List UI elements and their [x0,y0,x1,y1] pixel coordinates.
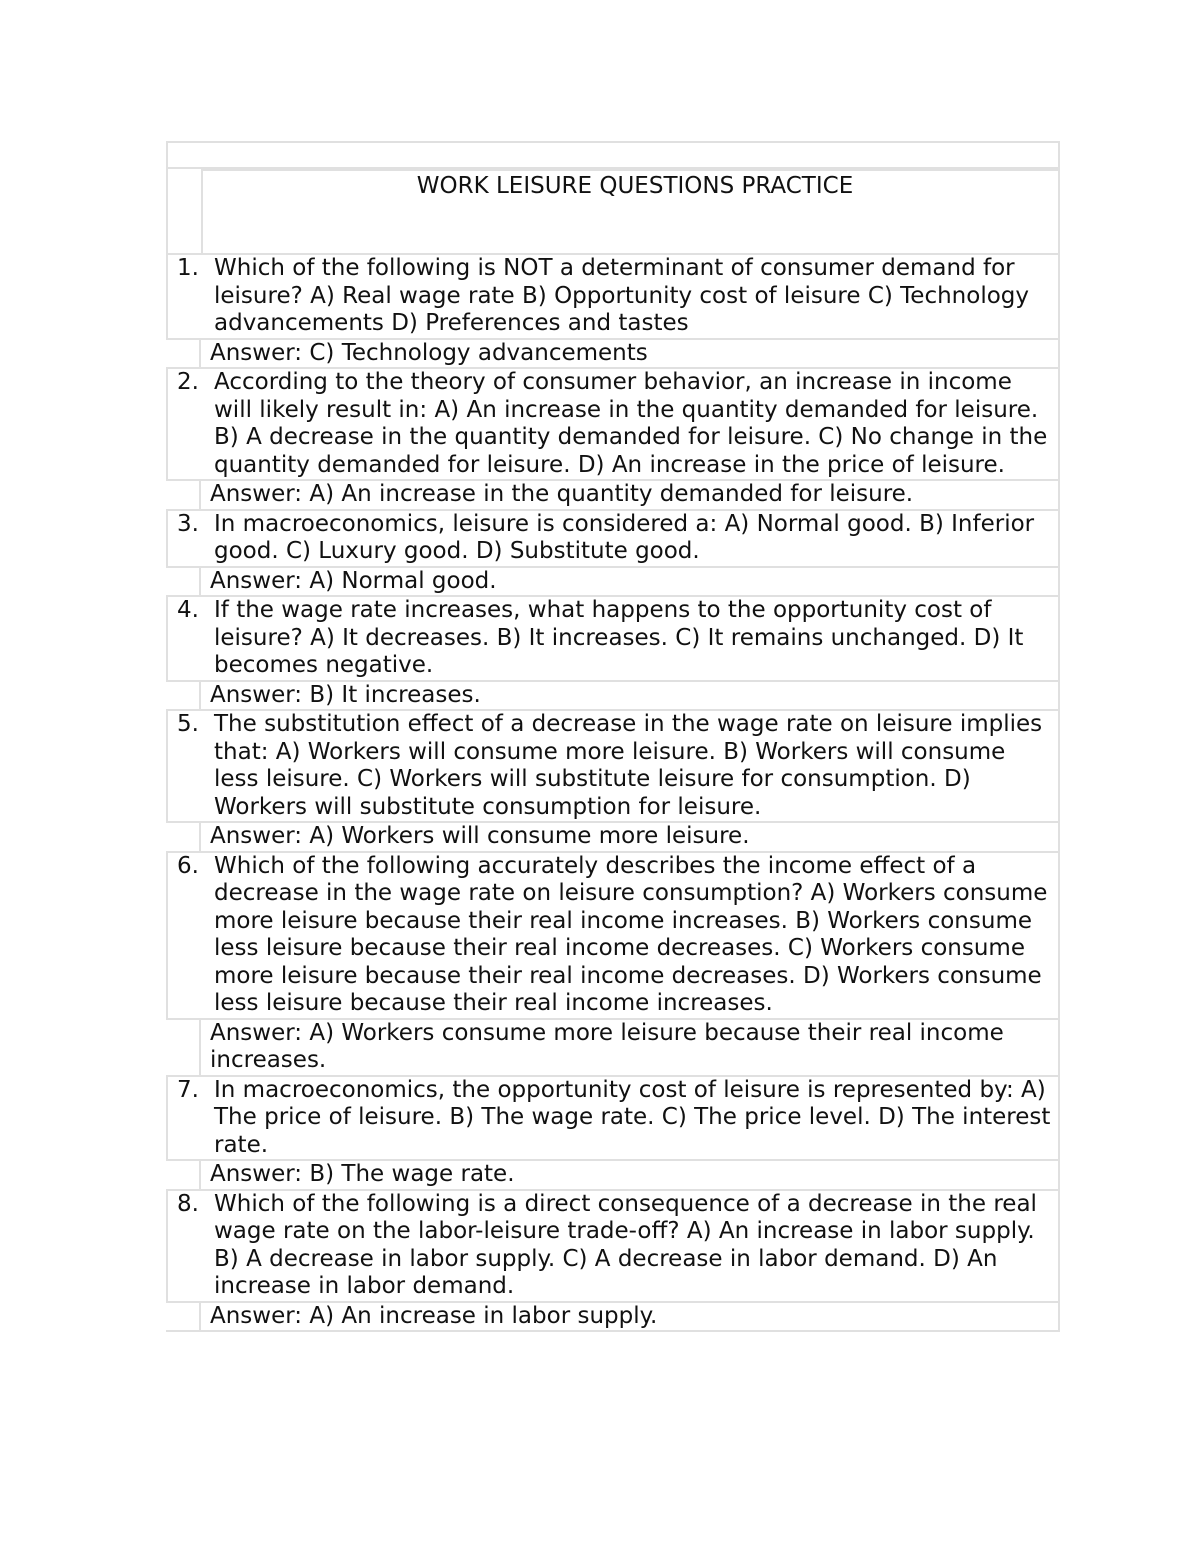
question-text: If the wage rate increases, what happens to the opportunity cost of leisure? A) It decreases. B) It increases. C) It remains unchanged. D) It becomes negative. [214,597,1024,678]
question-number: 7. [177,1076,199,1103]
question-row [166,711,1060,823]
answer-row [166,1020,1060,1077]
answer-row [166,823,1060,853]
question-number: 5. [177,711,199,737]
answer-row [166,481,1060,511]
answer-row [166,1161,1060,1191]
answer-spacer-cell [166,1020,201,1075]
question-row [166,853,1060,1020]
question-number: 3. [177,510,199,537]
page-title: WORK LEISURE QUESTIONS PRACTICE [201,169,1060,253]
question-text: Which of the following accurately describes the income effect of a decrease in the wage rate on leisure consumption? A) Workers consume more leisure because their real income increases. B) Workers consume less leisure because their real income decreases. C) Workers consume more leisure because their real income decreases. D) Workers consume less leisure because their real income increases. [214,852,1048,1016]
question-text: The substitution effect of a decrease in the wage rate on leisure implies that: A) Workers will consume more leisure. B) Workers will consume less leisure. C) Workers will substitute leisure for consumption. D) Workers will substitute consumption for leisure. [214,711,1043,820]
title-row [166,169,1060,255]
question-row [166,1077,1060,1162]
answer-text: Answer: A) Workers will consume more leisure. [201,823,1060,851]
answer-text: Answer: A) Normal good. [201,568,1060,596]
answer-spacer-cell [166,823,201,851]
question-row [166,511,1060,568]
question-number: 4. [177,597,199,623]
answer-spacer-cell [166,1303,201,1331]
answer-row [166,1303,1060,1333]
answer-text: Answer: A) An increase in the quantity demanded for leisure. [201,481,1060,509]
answer-spacer-cell [166,568,201,596]
empty-header-row [166,141,1060,169]
answer-row [166,682,1060,712]
question-text: In macroeconomics, the opportunity cost of leisure is represented by: A) The price of leisure. B) The wage rate. C) The price level. D) The interest rate. [214,1076,1051,1158]
answer-spacer-cell [166,340,201,368]
question-number: 2. [177,369,199,395]
question-row [166,597,1060,682]
answer-text: Answer: A) Workers consume more leisure because their real income increases. [201,1020,1060,1075]
answer-text: Answer: B) It increases. [201,682,1060,710]
title-spacer-cell [166,169,201,253]
question-text: Which of the following is a direct consequence of a decrease in the real wage rate on the labor-leisure trade-off? A) An increase in labor supply. B) A decrease in labor supply. C) A decrease in labor demand. D) An increase in labor demand. [214,1190,1037,1299]
answer-text: Answer: C) Technology advancements [201,340,1060,368]
answer-text: Answer: B) The wage rate. [201,1161,1060,1189]
question-number: 8. [177,1190,199,1217]
question-number: 6. [177,852,199,879]
answer-spacer-cell [166,481,201,509]
question-number: 1. [177,255,199,281]
answer-spacer-cell [166,682,201,710]
question-text: In macroeconomics, leisure is considered a: A) Normal good. B) Inferior good. C) Luxury good. D) Substitute good. [214,510,1035,564]
question-text: According to the theory of consumer behavior, an increase in income will likely result in: A) An increase in the quantity demanded for leisure. B) A decrease in the quantity demanded for leisure. C) No change in the quantity demanded for leisure. D) An increase in the price of leisure. [214,369,1048,478]
answer-text: Answer: A) An increase in labor supply. [201,1303,1060,1331]
question-text: Which of the following is NOT a determinant of consumer demand for leisure? A) Real wage rate B) Opportunity cost of leisure C) Technology advancements D) Preferences and tastes [214,255,1030,336]
question-row [166,255,1060,340]
question-row [166,369,1060,481]
question-row [166,1191,1060,1303]
answer-spacer-cell [166,1161,201,1189]
practice-table [166,141,1060,1332]
question-list [166,255,1060,1332]
answer-row [166,340,1060,370]
answer-row [166,568,1060,598]
